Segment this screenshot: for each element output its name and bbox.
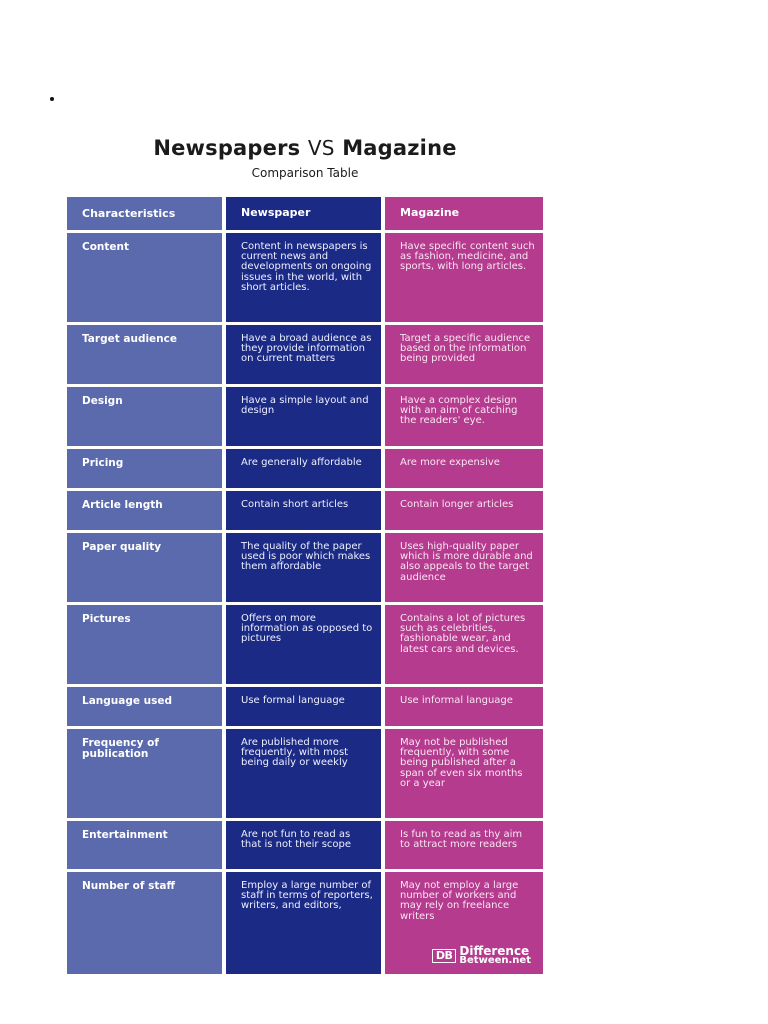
table-row bbox=[67, 605, 543, 684]
row-magazine: Use informal language bbox=[385, 687, 543, 726]
logo-mark: DB bbox=[432, 949, 457, 963]
row-newspaper: Employ a large number of staff in terms of reporters, writers, and editors, bbox=[226, 872, 381, 974]
title-left: Newspapers bbox=[153, 136, 301, 160]
row-characteristic: Target audience bbox=[67, 325, 222, 384]
row-characteristic: Language used bbox=[67, 687, 222, 726]
row-characteristic: Number of staff bbox=[67, 872, 222, 974]
row-magazine: Uses high-quality paper which is more durable and also appeals to the target audience bbox=[385, 533, 543, 602]
logo-line2: Between.net bbox=[459, 955, 531, 966]
title-vs: VS bbox=[307, 136, 335, 160]
row-newspaper: Are published more frequently, with most being daily or weekly bbox=[226, 729, 381, 818]
row-magazine: Contain longer articles bbox=[385, 491, 543, 530]
row-newspaper: Are not fun to read as that is not their scope bbox=[226, 821, 381, 869]
row-characteristic: Design bbox=[67, 387, 222, 446]
difference-between-logo bbox=[432, 946, 531, 966]
table-row bbox=[67, 387, 543, 446]
table-row bbox=[67, 872, 543, 974]
row-magazine: Is fun to read as thy aim to attract more readers bbox=[385, 821, 543, 869]
row-magazine: Contains a lot of pictures such as celebrities, fashionable wear, and latest cars and devices. bbox=[385, 605, 543, 684]
table-row bbox=[67, 449, 543, 488]
row-magazine-with-logo bbox=[385, 872, 543, 974]
logo-line1: Difference bbox=[459, 944, 530, 958]
row-newspaper: Are generally affordable bbox=[226, 449, 381, 488]
row-newspaper: Use formal language bbox=[226, 687, 381, 726]
row-newspaper: Content in newspapers is current news and developments on ongoing issues in the world, with short articles. bbox=[226, 233, 381, 322]
row-magazine: Have a complex design with an aim of catching the readers' eye. bbox=[385, 387, 543, 446]
header-newspaper: Newspaper bbox=[226, 197, 381, 230]
row-characteristic: Content bbox=[67, 233, 222, 322]
row-newspaper: The quality of the paper used is poor which makes them affordable bbox=[226, 533, 381, 602]
row-magazine: May not employ a large number of workers and may rely on freelance writers bbox=[400, 880, 519, 922]
list-bullet bbox=[50, 97, 54, 101]
row-characteristic: Paper quality bbox=[67, 533, 222, 602]
comparison-table bbox=[67, 197, 543, 974]
row-magazine: May not be published frequently, with some being published after a span of even six months or a year bbox=[385, 729, 543, 818]
table-row bbox=[67, 233, 543, 322]
row-characteristic: Article length bbox=[67, 491, 222, 530]
row-characteristic: Frequency of publication bbox=[67, 729, 222, 818]
page-title bbox=[67, 136, 543, 160]
table-row bbox=[67, 491, 543, 530]
row-characteristic: Pictures bbox=[67, 605, 222, 684]
header-magazine: Magazine bbox=[385, 197, 543, 230]
row-newspaper: Have a broad audience as they provide information on current matters bbox=[226, 325, 381, 384]
table-header-row bbox=[67, 197, 543, 230]
title-right: Magazine bbox=[342, 136, 457, 160]
row-newspaper: Have a simple layout and design bbox=[226, 387, 381, 446]
row-newspaper: Contain short articles bbox=[226, 491, 381, 530]
page-subtitle: Comparison Table bbox=[251, 166, 359, 180]
table-row bbox=[67, 729, 543, 818]
logo-text bbox=[459, 946, 531, 966]
table-row bbox=[67, 821, 543, 869]
table-row bbox=[67, 325, 543, 384]
row-characteristic: Entertainment bbox=[67, 821, 222, 869]
row-magazine: Have specific content such as fashion, medicine, and sports, with long articles. bbox=[385, 233, 543, 322]
table-row bbox=[67, 533, 543, 602]
header-characteristics: Characteristics bbox=[67, 197, 222, 230]
row-magazine: Are more expensive bbox=[385, 449, 543, 488]
row-newspaper: Offers on more information as opposed to pictures bbox=[226, 605, 381, 684]
row-characteristic: Pricing bbox=[67, 449, 222, 488]
row-magazine: Target a specific audience based on the information being provided bbox=[385, 325, 543, 384]
table-row bbox=[67, 687, 543, 726]
